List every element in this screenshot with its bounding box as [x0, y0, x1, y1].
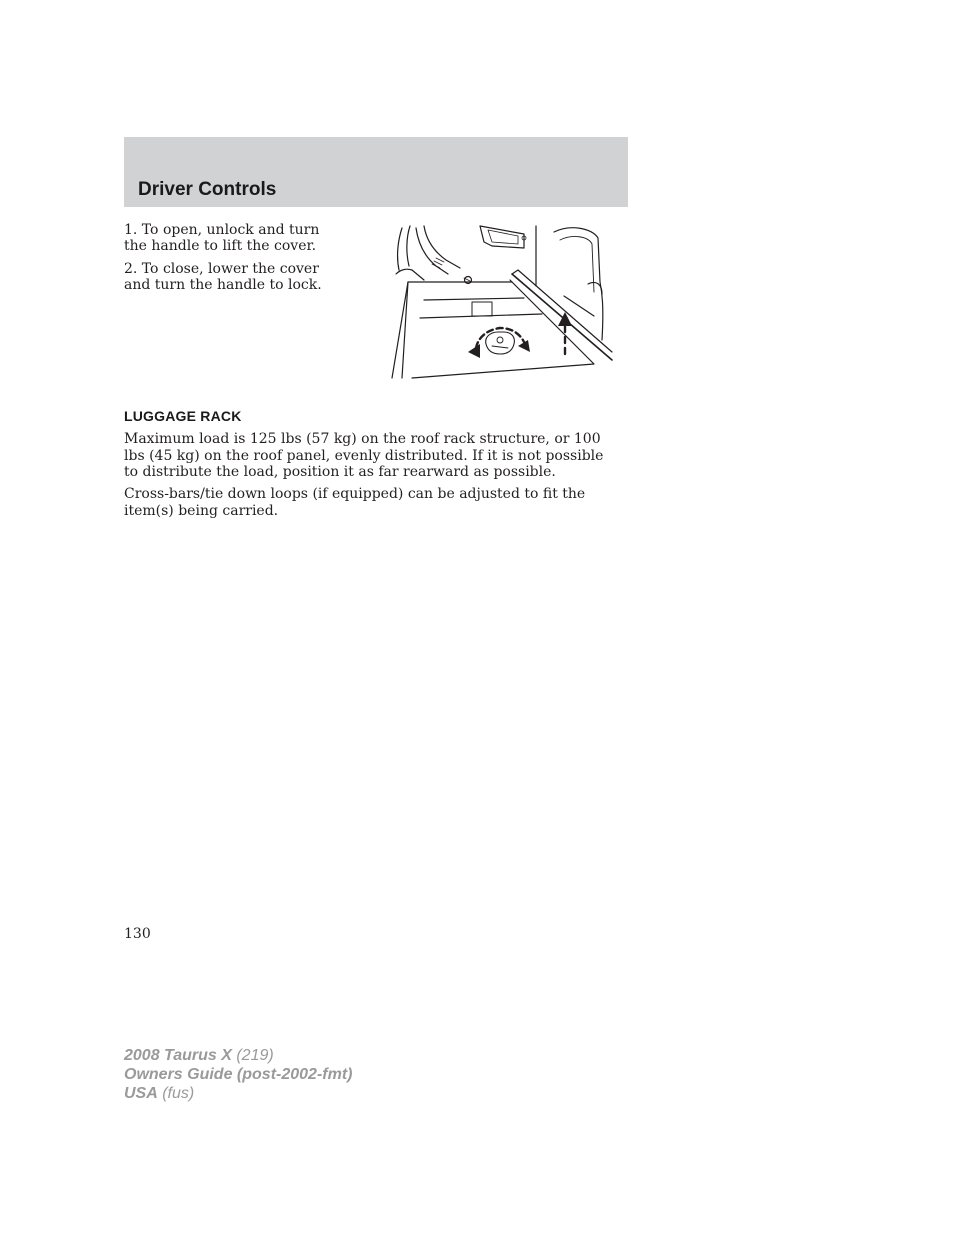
cargo-cover-illustration: [388, 222, 614, 384]
footer-guide-line: [124, 1065, 352, 1084]
luggage-rack-load-paragraph: Maximum load is 125 lbs (57 kg) on the roof rack structure, or 100 lbs (45 kg) on the roof panel, evenly distributed. If it is not possible to distribute the load, position it as far rearward as possible.: [124, 431, 604, 480]
footer-guide: Owners Guide (post-2002-fmt): [124, 1066, 353, 1083]
page-number: 130: [124, 926, 151, 942]
footer-market-line: [124, 1084, 352, 1103]
step-close: 2. To close, lower the cover and turn the handle to lock.: [124, 261, 322, 293]
document-footer: [124, 1046, 352, 1103]
footer-model-code: (219): [231, 1047, 274, 1064]
footer-model: 2008 Taurus X: [124, 1047, 232, 1064]
section-header-band: [124, 137, 628, 207]
step-open: 1. To open, unlock and turn the handle to lift the cover.: [124, 222, 320, 254]
luggage-rack-crossbars-paragraph: Cross-bars/tie down loops (if equipped) can be adjusted to fit the item(s) being carried.: [124, 486, 586, 519]
section-title: Driver Controls: [138, 179, 277, 200]
footer-model-line: [124, 1046, 352, 1065]
footer-market-code: (fus): [157, 1085, 195, 1102]
footer-market: USA: [124, 1085, 158, 1102]
luggage-rack-heading: LUGGAGE RACK: [124, 408, 242, 424]
